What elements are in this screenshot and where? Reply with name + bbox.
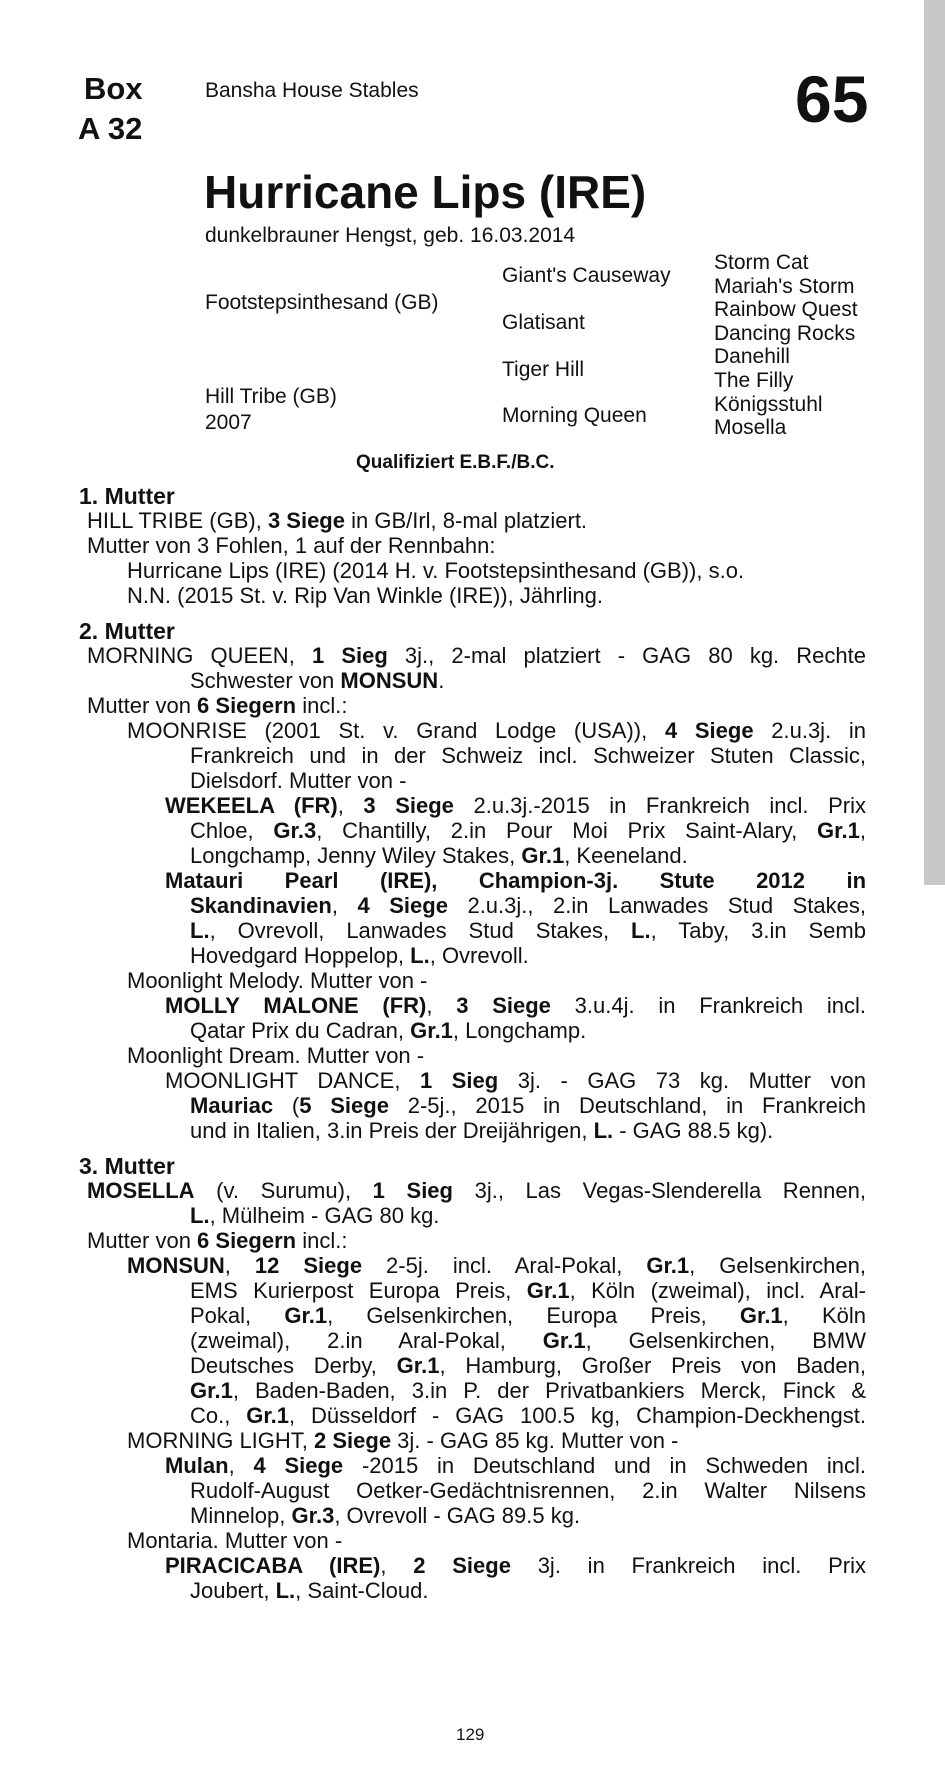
section2-line: Dielsdorf. Mutter von -	[190, 768, 407, 793]
section2-line: Moonlight Dream. Mutter von -	[127, 1043, 425, 1068]
pedigree-dam: Hill Tribe (GB)	[205, 385, 337, 408]
section3-line: Montaria. Mutter von -	[127, 1528, 343, 1553]
section2-line: Frankreich und in der Schweiz incl. Schweizer Stuten Classic,	[190, 743, 866, 768]
section3-heading: 3. Mutter	[79, 1153, 175, 1179]
section3-line: MOSELLA (v. Surumu), 1 Sieg 3j., Las Vegas-Slenderella Rennen,	[87, 1178, 866, 1203]
box-number: A 32	[78, 111, 143, 146]
pedigree-grandparent: Giant's Causeway	[502, 264, 671, 287]
pedigree-dam-year: 2007	[205, 411, 252, 434]
scrollbar[interactable]	[924, 0, 945, 885]
pedigree-great-grandparent: Mariah's Storm	[714, 275, 855, 298]
section3-line: Minnelop, Gr.3, Ovrevoll - GAG 89.5 kg.	[190, 1503, 581, 1528]
section2-line: Mutter von 6 Siegern incl.:	[87, 693, 348, 718]
section2-line: Moonlight Melody. Mutter von -	[127, 968, 428, 993]
pedigree-great-grandparent: Königsstuhl	[714, 393, 823, 416]
pedigree-great-grandparent: Storm Cat	[714, 251, 809, 274]
pedigree-grandparent: Tiger Hill	[502, 358, 585, 381]
owner: Bansha House Stables	[205, 79, 419, 102]
lot-number: 65	[795, 62, 869, 136]
section3-line: Mulan, 4 Siege -2015 in Deutschland und in Schweden incl.	[165, 1453, 866, 1478]
section1-foal: Hurricane Lips (IRE) (2014 H. v. Footstepsinthesand (GB)), s.o.	[127, 558, 745, 583]
section2-line: MORNING QUEEN, 1 Sieg 3j., 2-mal platziert - GAG 80 kg. Rechte	[87, 643, 867, 668]
pedigree-great-grandparent: Danehill	[714, 345, 790, 368]
section3-line: Mutter von 6 Siegern incl.:	[87, 1228, 348, 1253]
pedigree-sire: Footstepsinthesand (GB)	[205, 291, 439, 314]
section3-line: Deutsches Derby, Gr.1, Hamburg, Großer Preis von Baden,	[190, 1353, 866, 1378]
section2-line: L., Ovrevoll, Lanwades Stud Stakes, L., Taby, 3.in Semb	[190, 918, 866, 943]
section3-line: Co., Gr.1, Düsseldorf - GAG 100.5 kg, Champion-Deckhengst.	[190, 1403, 866, 1428]
section2-line: MOONLIGHT DANCE, 1 Sieg 3j. - GAG 73 kg. Mutter von	[165, 1068, 866, 1093]
section3-line: Pokal, Gr.1, Gelsenkirchen, Europa Preis, Gr.1, Köln	[190, 1303, 866, 1328]
section2-line: Chloe, Gr.3, Chantilly, 2.in Pour Moi Prix Saint-Alary, Gr.1,	[190, 818, 866, 843]
section1-foals-line: Mutter von 3 Fohlen, 1 auf der Rennbahn:	[87, 533, 496, 558]
section2-line: Skandinavien, 4 Siege 2.u.3j., 2.in Lanwades Stud Stakes,	[190, 893, 866, 918]
section2-line: Qatar Prix du Cadran, Gr.1, Longchamp.	[190, 1018, 587, 1043]
box-label: Box	[84, 71, 143, 106]
section2-line: Schwester von MONSUN.	[190, 668, 445, 693]
pedigree-great-grandparent: The Filly	[714, 369, 794, 392]
page-number: 129	[456, 1725, 485, 1744]
section2-heading: 2. Mutter	[79, 618, 175, 644]
horse-description: dunkelbrauner Hengst, geb. 16.03.2014	[205, 224, 576, 247]
section3-line: MORNING LIGHT, 2 Siege 3j. - GAG 85 kg. Mutter von -	[127, 1428, 679, 1453]
pedigree-grandparent: Morning Queen	[502, 404, 647, 427]
section2-line: Mauriac (5 Siege 2-5j., 2015 in Deutschland, in Frankreich	[190, 1093, 866, 1118]
pedigree-grandparent: Glatisant	[502, 311, 585, 334]
section2-line: Matauri Pearl (IRE), Champion-3j. Stute 2012 in	[165, 868, 867, 893]
pedigree-great-grandparent: Rainbow Quest	[714, 298, 858, 321]
section3-line: Rudolf-August Oetker-Gedächtnisrennen, 2.in Walter Nilsens	[190, 1478, 866, 1503]
qualification: Qualifiziert E.B.F./B.C.	[356, 452, 555, 473]
section3-line: Joubert, L., Saint-Cloud.	[190, 1578, 429, 1603]
section2-line: Longchamp, Jenny Wiley Stakes, Gr.1, Keeneland.	[190, 843, 688, 868]
section3-line: PIRACICABA (IRE), 2 Siege 3j. in Frankreich incl. Prix	[165, 1553, 866, 1578]
section2-line: MOONRISE (2001 St. v. Grand Lodge (USA)), 4 Siege 2.u.3j. in	[127, 718, 867, 743]
section2-line: und in Italien, 3.in Preis der Dreijährigen, L. - GAG 88.5 kg).	[190, 1118, 774, 1143]
section1-foal: N.N. (2015 St. v. Rip Van Winkle (IRE)), Jährling.	[127, 583, 603, 608]
section2-line: Hovedgard Hoppelop, L., Ovrevoll.	[190, 943, 529, 968]
section2-line: WEKEELA (FR), 3 Siege 2.u.3j.-2015 in Frankreich incl. Prix	[165, 793, 866, 818]
horse-name: Hurricane Lips (IRE)	[204, 166, 647, 218]
section3-line: (zweimal), 2.in Aral-Pokal, Gr.1, Gelsenkirchen, BMW	[190, 1328, 866, 1353]
section2-line: MOLLY MALONE (FR), 3 Siege 3.u.4j. in Frankreich incl.	[165, 993, 866, 1018]
section1-heading: 1. Mutter	[79, 483, 175, 509]
section3-line: Gr.1, Baden-Baden, 3.in P. der Privatbankiers Merck, Finck &	[190, 1378, 866, 1403]
section3-line: MONSUN, 12 Siege 2-5j. incl. Aral-Pokal, Gr.1, Gelsenkirchen,	[127, 1253, 867, 1278]
pedigree-great-grandparent: Mosella	[714, 416, 787, 439]
section3-line: L., Mülheim - GAG 80 kg.	[190, 1203, 440, 1228]
pedigree-great-grandparent: Dancing Rocks	[714, 322, 856, 345]
section1-dam-line: HILL TRIBE (GB), 3 Siege in GB/Irl, 8-mal platziert.	[87, 508, 588, 533]
section3-line: EMS Kurierpost Europa Preis, Gr.1, Köln (zweimal), incl. Aral-	[190, 1278, 866, 1303]
